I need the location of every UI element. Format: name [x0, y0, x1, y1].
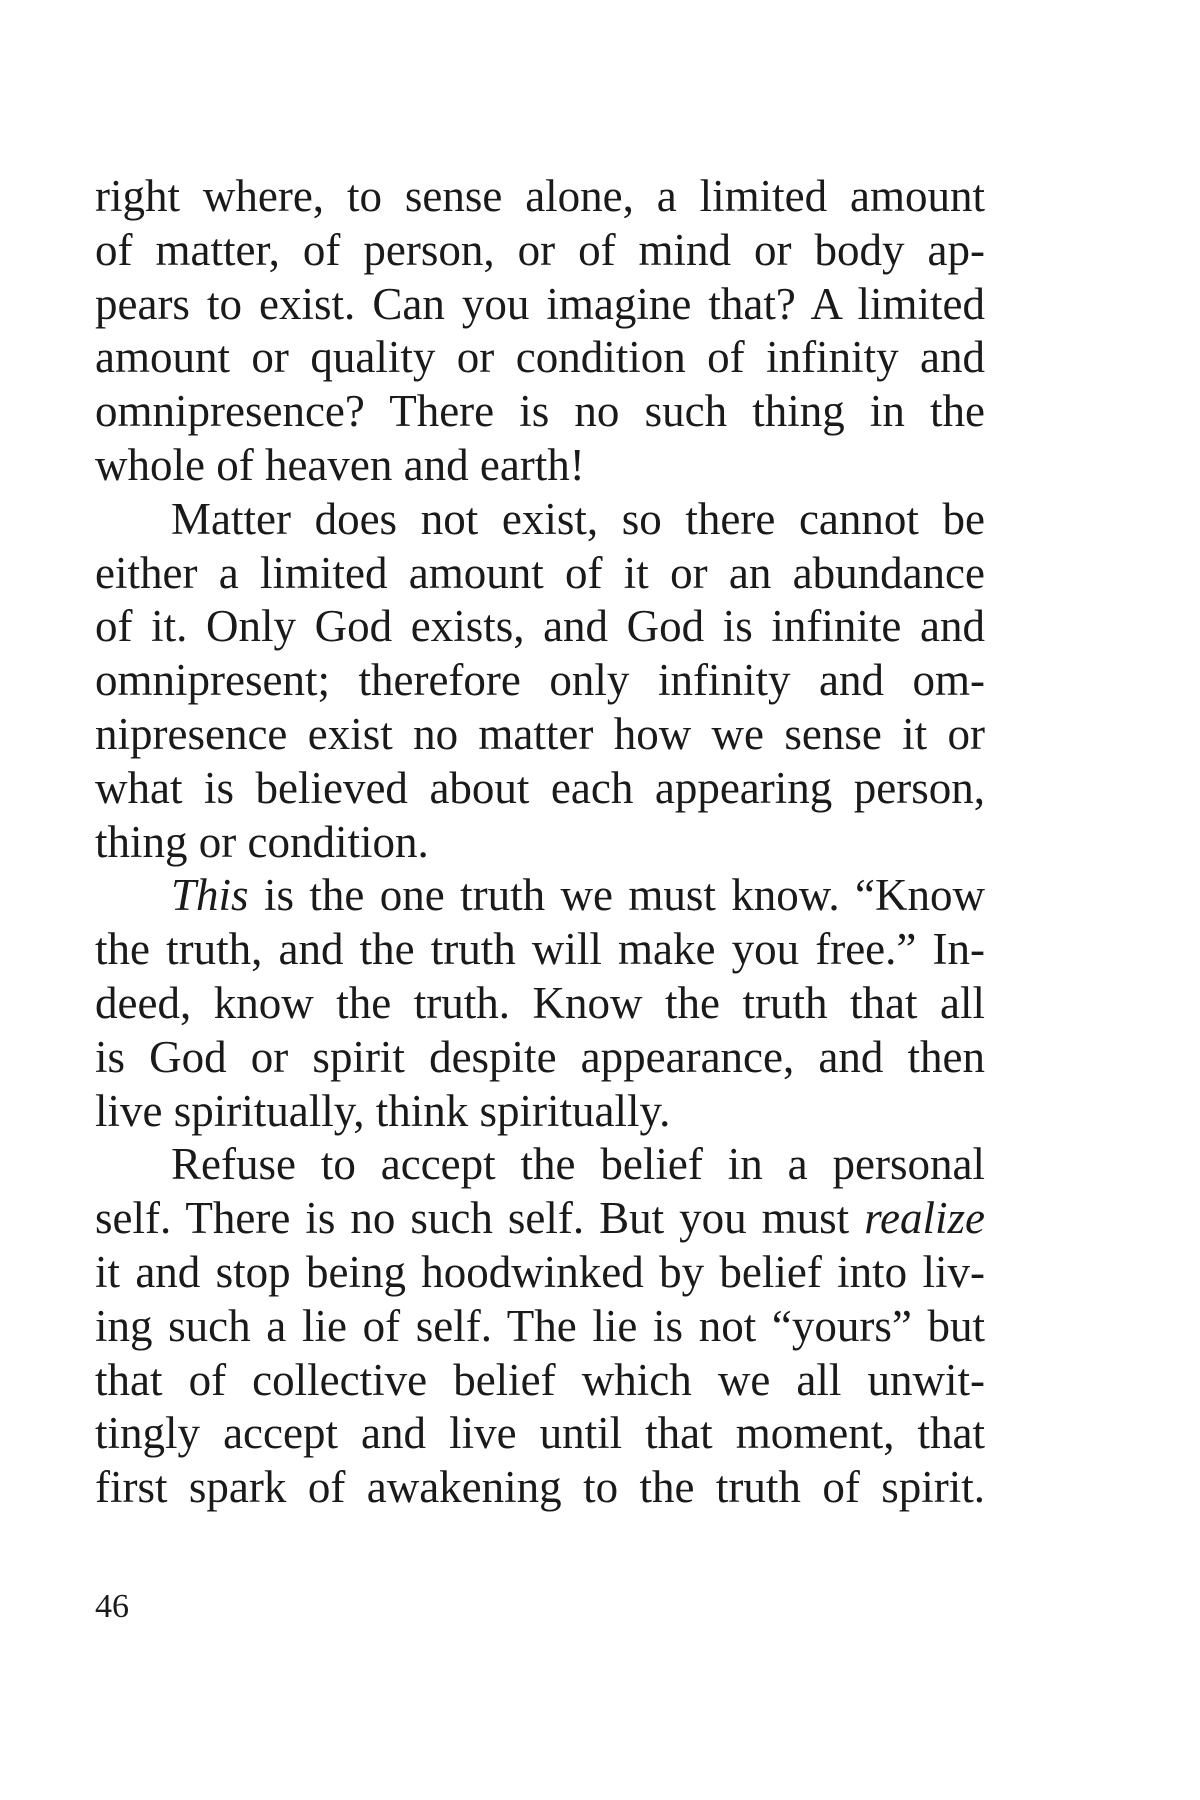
paragraph-3 — [95, 869, 985, 1138]
italic-word: realize — [864, 1193, 985, 1244]
text-line: whole of heaven and earth! — [95, 439, 585, 490]
text-line: amount or quality or condition of infinity and — [95, 332, 985, 383]
page-number: 46 — [95, 1588, 129, 1625]
text-line: the truth, and the truth will make you free.” In- — [95, 924, 985, 975]
paragraph-4 — [95, 1138, 985, 1515]
text-line: tingly accept and live until that moment, that — [95, 1408, 985, 1459]
paragraph-2 — [95, 493, 985, 870]
text-line — [95, 1192, 985, 1246]
text-segment: self. There is no such self. But you must — [95, 1193, 865, 1244]
text-line: that of collective belief which we all unwit- — [95, 1354, 985, 1405]
text-line: it and stop being hoodwinked by belief into liv- — [95, 1246, 985, 1297]
text-line: live spiritually, think spiritually. — [95, 1085, 671, 1136]
text-line — [95, 869, 985, 923]
text-line: pears to exist. Can you imagine that? A limited — [95, 278, 985, 329]
body-text — [95, 170, 985, 1515]
text-line: ing such a lie of self. The lie is not “yours” but — [95, 1300, 985, 1351]
italic-word: This — [171, 870, 249, 921]
text-line: of matter, of person, or of mind or body ap- — [95, 224, 985, 275]
text-line: omnipresent; therefore only infinity and om- — [95, 655, 985, 706]
text-line: deed, know the truth. Know the truth that all — [95, 977, 985, 1028]
text-line: omnipresence? There is no such thing in the — [95, 386, 985, 437]
text-line: either a limited amount of it or an abundance — [95, 547, 985, 598]
text-line: Matter does not exist, so there cannot be — [171, 493, 985, 544]
text-line: first spark of awakening to the truth of spirit. — [95, 1462, 985, 1513]
text-line: of it. Only God exists, and God is infinite and — [95, 601, 985, 652]
text-line: Refuse to accept the belief in a personal — [171, 1139, 985, 1190]
text-line: right where, to sense alone, a limited amount — [95, 171, 985, 221]
text-line: is God or spirit despite appearance, and then — [95, 1031, 985, 1082]
text-line: thing or condition. — [95, 816, 429, 867]
text-line: nipresence exist no matter how we sense it or — [95, 708, 985, 759]
paragraph-1 — [95, 170, 985, 493]
text-segment: is the one truth we must know. “Know — [248, 870, 985, 921]
text-line: what is believed about each appearing person, — [95, 762, 985, 813]
